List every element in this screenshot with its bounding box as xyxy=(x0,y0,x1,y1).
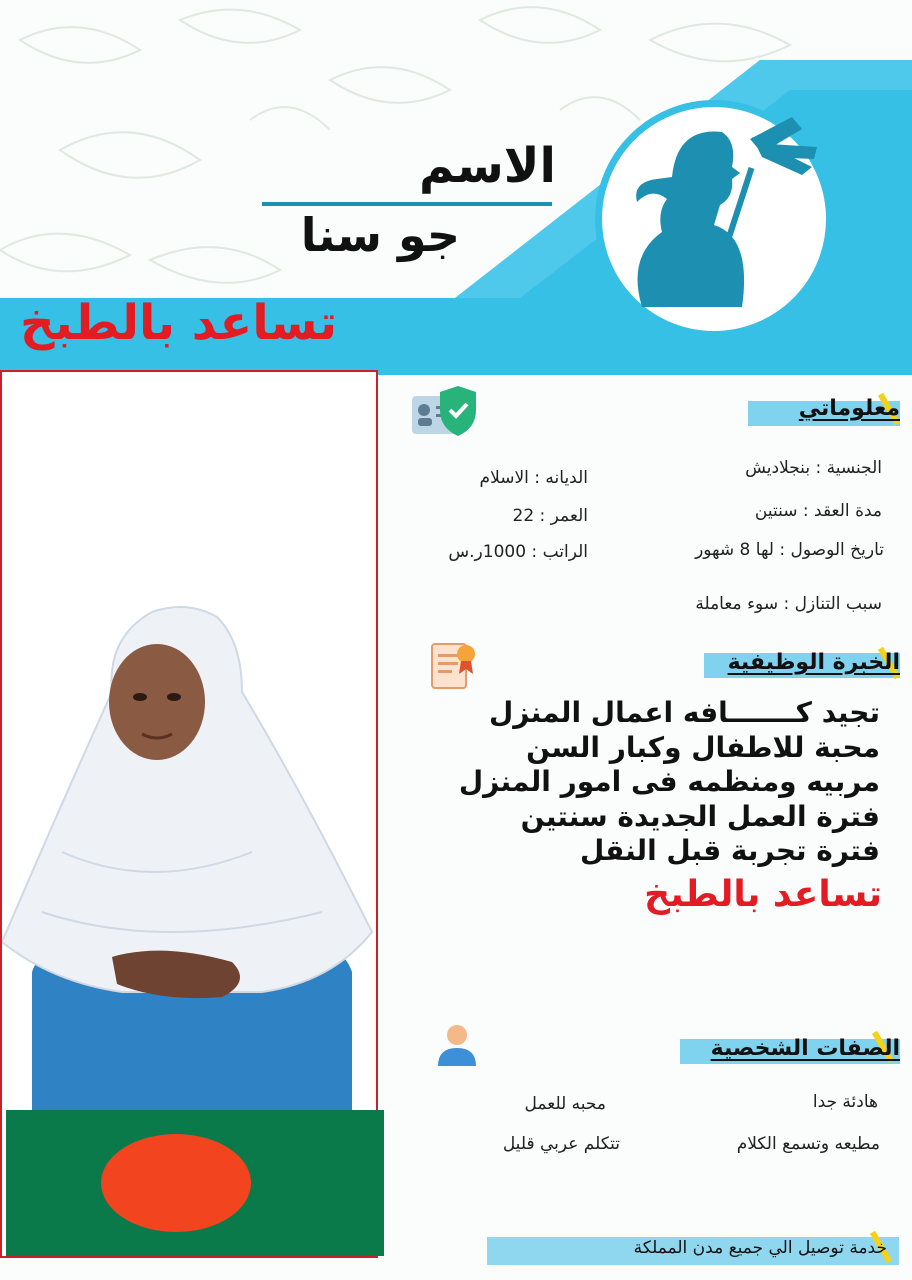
experience-list xyxy=(420,696,880,869)
role-heading: تساعد بالطبخ xyxy=(20,295,338,351)
maid-logo xyxy=(595,100,833,338)
name-label: الاسم xyxy=(418,138,556,194)
bangladesh-flag xyxy=(6,1110,384,1256)
trait-item: هادئة جدا xyxy=(812,1092,878,1112)
reason-field: سبب التنازل : سوء معاملة xyxy=(695,594,882,614)
traits-title: الصفات الشخصية xyxy=(710,1036,900,1061)
name-divider xyxy=(262,202,552,206)
salary-field: الراتب : 1000ر.س xyxy=(448,542,588,562)
info-title: معلوماتي xyxy=(798,396,900,421)
nationality-field: الجنسية : بنجلاديش xyxy=(745,458,882,478)
person-icon xyxy=(436,1022,478,1068)
age-field: العمر : 22 xyxy=(512,506,588,526)
arrival-field: تاريخ الوصول : لها 8 شهور xyxy=(695,540,884,560)
id-card-shield-icon xyxy=(410,384,478,440)
name-value: جو سنا xyxy=(300,208,460,262)
experience-line: محبة للاطفال وكبار السن xyxy=(526,730,880,764)
experience-line: فترة تجربة قبل النقل xyxy=(579,834,880,867)
trait-item: محبه للعمل xyxy=(524,1094,606,1114)
experience-line: مربيه ومنظمه فى امور المنزل xyxy=(458,765,880,798)
maid-with-duster-icon xyxy=(602,107,826,331)
certificate-icon xyxy=(430,640,478,692)
experience-highlight: تساعد بالطبخ xyxy=(644,874,882,915)
trait-item: تتكلم عربي قليل xyxy=(502,1134,620,1154)
experience-line: تجيد كـــــــافه اعمال المنزل xyxy=(489,696,880,729)
religion-field: الديانه : الاسلام xyxy=(479,468,588,488)
flag-red-disc xyxy=(101,1134,251,1232)
contract-field: مدة العقد : سنتين xyxy=(754,501,882,521)
trait-item: مطيعه وتسمع الكلام xyxy=(736,1134,880,1154)
footer-text: خدمة توصيل الي جميع مدن المملكة xyxy=(633,1238,887,1258)
experience-line: فترة العمل الجديدة سنتين xyxy=(520,799,880,833)
experience-title: الخبرة الوظيفية xyxy=(727,650,900,675)
